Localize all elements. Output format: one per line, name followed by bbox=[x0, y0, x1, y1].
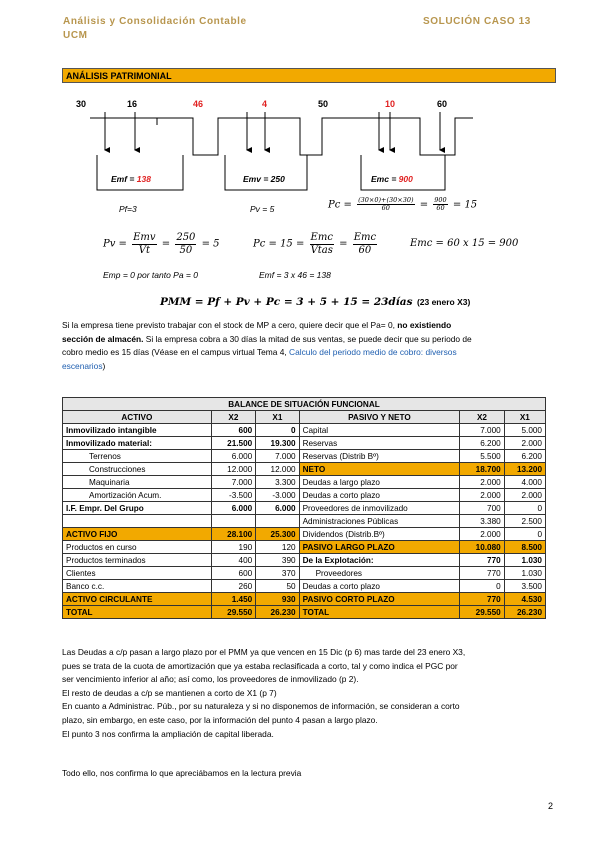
pasivo-x1: 6.200 bbox=[504, 450, 545, 463]
pasivo-x2: 10.080 bbox=[460, 541, 505, 554]
pasivo-x2: 7.000 bbox=[460, 424, 505, 437]
section-title: ANÁLISIS PATRIMONIAL bbox=[62, 68, 556, 83]
activo-x1: 50 bbox=[256, 580, 299, 593]
balance-row bbox=[63, 463, 546, 476]
balance-row bbox=[63, 593, 546, 606]
pasivo-x1: 2.000 bbox=[504, 437, 545, 450]
balance-row bbox=[63, 502, 546, 515]
day-label: 50 bbox=[318, 99, 329, 109]
pasivo-x1: 4.000 bbox=[504, 476, 545, 489]
pmm-formula: PMM = Pf + Pv + Pc = 3 + 5 + 15 = 23días (23 enero X3) bbox=[160, 296, 471, 308]
pc-fraction-formula: Pc = 15 = $\frac{\text{Emc}}{\text{Vtas}}$ = $\frac{\text{Emc}}{60}$ bbox=[253, 232, 377, 256]
explanation-paragraph bbox=[62, 646, 552, 741]
activo-x2: -3.500 bbox=[211, 489, 256, 502]
activo-x1: 0 bbox=[256, 424, 299, 437]
balance-row bbox=[63, 424, 546, 437]
pasivo-x2: 770 bbox=[460, 567, 505, 580]
col-activo: ACTIVO bbox=[63, 411, 212, 424]
cycle-diagram-svg bbox=[0, 0, 599, 200]
activo-x1: 7.000 bbox=[256, 450, 299, 463]
day-label: 4 bbox=[262, 99, 268, 109]
day-label: 60 bbox=[437, 99, 448, 109]
emc-calc: Emc = 60 x 15 = 900 bbox=[410, 238, 519, 249]
pasivo-x1: 2.500 bbox=[504, 515, 545, 528]
pasivo-concept: Deudas a corto plazo bbox=[299, 580, 460, 593]
header-solution: SOLUCIÓN CASO 13 bbox=[423, 16, 531, 27]
activo-concept: Amortización Acum. bbox=[63, 489, 212, 502]
pasivo-concept: Proveedores bbox=[299, 567, 460, 580]
activo-concept: ACTIVO CIRCULANTE bbox=[63, 593, 212, 606]
pv-fraction-formula: Pv = $\frac{\text{Emv}}{Vt}$ = $\frac{250}{50}$ = 5 bbox=[103, 232, 220, 256]
balance-row bbox=[63, 567, 546, 580]
explanation-line: En cuanto a Administrac. Púb., por su naturaleza y si no disponemos de información, se consideran a corto bbox=[62, 701, 460, 712]
activo-x2: 1.450 bbox=[211, 593, 256, 606]
explanation-line: Las Deudas a c/p pasan a largo plazo por el PMM ya que vencen en 15 Dic (p 6) mas tarde del 23 enero X3, bbox=[62, 647, 466, 657]
balance-row bbox=[63, 515, 546, 528]
day-label: 30 bbox=[76, 99, 87, 109]
balance-row bbox=[63, 437, 546, 450]
pasivo-x2: 18.700 bbox=[460, 463, 505, 476]
col-x2: X2 bbox=[211, 411, 256, 424]
pasivo-concept: Deudas a largo plazo bbox=[299, 476, 460, 489]
total-pasivo-x1: 26.230 bbox=[504, 606, 545, 619]
pasivo-x2: 770 bbox=[460, 593, 505, 606]
pasivo-x2: 2.000 bbox=[460, 476, 505, 489]
balance-title: BALANCE DE SITUACIÓN FUNCIONAL bbox=[63, 398, 546, 411]
activo-concept: Clientes bbox=[63, 567, 212, 580]
col-x1: X1 bbox=[504, 411, 545, 424]
activo-x2: 260 bbox=[211, 580, 256, 593]
explanation-line: plazo, sin embargo, en este caso, por la información del punto 4 pasan a largo plazo. bbox=[62, 714, 378, 725]
balance-row bbox=[63, 541, 546, 554]
activo-x1: 120 bbox=[256, 541, 299, 554]
explanation-line: El punto 3 nos confirma la ampliación de capital liberada. bbox=[62, 728, 274, 739]
total-activo-x2: 29.550 bbox=[211, 606, 256, 619]
activo-concept: Productos terminados bbox=[63, 554, 212, 567]
pc-formula: Pc = $\frac{(30\times 0)+(30\times 30)}{60}$ = $\frac{900}{60}$ = 15 bbox=[328, 196, 478, 213]
pasivo-x1: 1.030 bbox=[504, 554, 545, 567]
pasivo-concept: Proveedores de inmovilizado bbox=[299, 502, 460, 515]
total-activo-x1: 26.230 bbox=[256, 606, 299, 619]
pasivo-x2: 2.000 bbox=[460, 528, 505, 541]
day-label: 16 bbox=[127, 99, 138, 109]
pasivo-x2: 6.200 bbox=[460, 437, 505, 450]
balance-table bbox=[62, 397, 546, 619]
activo-x2: 600 bbox=[211, 424, 256, 437]
pasivo-concept: NETO bbox=[299, 463, 460, 476]
page-number: 2 bbox=[548, 801, 554, 811]
header-course: Análisis y Consolidación Contable bbox=[63, 16, 247, 27]
activo-x2: 6.000 bbox=[211, 502, 256, 515]
activo-x2: 12.000 bbox=[211, 463, 256, 476]
activo-x1: 3.300 bbox=[256, 476, 299, 489]
pasivo-x1: 5.000 bbox=[504, 424, 545, 437]
balance-row bbox=[63, 554, 546, 567]
pasivo-concept: PASIVO LARGO PLAZO bbox=[299, 541, 460, 554]
day-label: 10 bbox=[385, 99, 396, 109]
balance-row bbox=[63, 450, 546, 463]
activo-concept: Banco c.c. bbox=[63, 580, 212, 593]
activo-concept: Maquinaria bbox=[63, 476, 212, 489]
total-pasivo-label: TOTAL bbox=[299, 606, 460, 619]
activo-x2: 28.100 bbox=[211, 528, 256, 541]
activo-concept: Productos en curso bbox=[63, 541, 212, 554]
pasivo-x2: 700 bbox=[460, 502, 505, 515]
activo-x2: 7.000 bbox=[211, 476, 256, 489]
pasivo-x1: 4.530 bbox=[504, 593, 545, 606]
emf-calc: Emf = 3 x 46 = 138 bbox=[259, 270, 331, 280]
total-activo-label: TOTAL bbox=[63, 606, 212, 619]
activo-x1: 930 bbox=[256, 593, 299, 606]
activo-x1: 12.000 bbox=[256, 463, 299, 476]
pasivo-x2: 770 bbox=[460, 554, 505, 567]
pasivo-concept: Deudas a corto plazo bbox=[299, 489, 460, 502]
activo-concept: I.F. Empr. Del Grupo bbox=[63, 502, 212, 515]
pasivo-concept: PASIVO CORTO PLAZO bbox=[299, 593, 460, 606]
emv-label: Emv = 250 bbox=[243, 174, 285, 184]
emc-label: Emc = 900 bbox=[371, 174, 413, 184]
explanation-line: El resto de deudas a c/p se mantienen a corto de X1 (p 7) bbox=[62, 687, 277, 698]
balance-row bbox=[63, 489, 546, 502]
activo-x1: 19.300 bbox=[256, 437, 299, 450]
explanation-line: ser vencimiento inferior al año; así como, los proveedores de inmovilizado (p 2). bbox=[62, 674, 359, 685]
balance-row bbox=[63, 476, 546, 489]
pasivo-concept: Administraciones Públicas bbox=[299, 515, 460, 528]
pv-formula: Pv = 5 bbox=[250, 204, 275, 214]
pasivo-x1: 0 bbox=[504, 528, 545, 541]
activo-x2: 6.000 bbox=[211, 450, 256, 463]
day-label: 46 bbox=[193, 99, 204, 109]
activo-x2: 190 bbox=[211, 541, 256, 554]
activo-x1: 390 bbox=[256, 554, 299, 567]
pasivo-x1: 13.200 bbox=[504, 463, 545, 476]
activo-x2 bbox=[211, 515, 256, 528]
pasivo-x1: 0 bbox=[504, 502, 545, 515]
activo-x1: 370 bbox=[256, 567, 299, 580]
pasivo-x2: 5.500 bbox=[460, 450, 505, 463]
activo-x1: 25.300 bbox=[256, 528, 299, 541]
pasivo-x1: 8.500 bbox=[504, 541, 545, 554]
col-x2: X2 bbox=[460, 411, 505, 424]
activo-x1: 6.000 bbox=[256, 502, 299, 515]
activo-x2: 600 bbox=[211, 567, 256, 580]
pasivo-concept: Reservas bbox=[299, 437, 460, 450]
activo-x1 bbox=[256, 515, 299, 528]
explanation-line: pues se trata de la cuota de amortización que ya estaba reclasificada a corto, tal y como indica el PGC por bbox=[62, 660, 458, 671]
pasivo-concept: Dividendos (Distrib.Bº) bbox=[299, 528, 460, 541]
col-x1: X1 bbox=[256, 411, 299, 424]
total-pasivo-x2: 29.550 bbox=[460, 606, 505, 619]
activo-x2: 400 bbox=[211, 554, 256, 567]
pasivo-x2: 0 bbox=[460, 580, 505, 593]
col-pasivo: PASIVO Y NETO bbox=[299, 411, 460, 424]
campus-link[interactable]: Calculo del periodo medio de cobro: diversos bbox=[289, 347, 457, 358]
activo-concept: Inmovilizado intangible bbox=[63, 424, 212, 437]
header-university: UCM bbox=[63, 30, 88, 41]
pasivo-concept: Reservas (Distrib Bº) bbox=[299, 450, 460, 463]
pasivo-x2: 3.380 bbox=[460, 515, 505, 528]
activo-x1: -3.000 bbox=[256, 489, 299, 502]
pf-formula: Pf=3 bbox=[119, 204, 137, 214]
activo-concept: Construcciones bbox=[63, 463, 212, 476]
pasivo-concept: Capital bbox=[299, 424, 460, 437]
pasivo-concept: De la Explotación: bbox=[299, 554, 460, 567]
pasivo-x1: 3.500 bbox=[504, 580, 545, 593]
activo-concept: Terrenos bbox=[63, 450, 212, 463]
emf-label: Emf = 138 bbox=[111, 174, 151, 184]
activo-x2: 21.500 bbox=[211, 437, 256, 450]
activo-concept: ACTIVO FIJO bbox=[63, 528, 212, 541]
pasivo-x1: 2.000 bbox=[504, 489, 545, 502]
activo-concept bbox=[63, 515, 212, 528]
intro-paragraph: Si la empresa tiene previsto trabajar con el stock de MP a cero, quiere decir que el Pa= 0, no existiendo sección de almacén. Si la empresa cobra a 30 días la mitad de sus ventas, se puede decir que su periodo de cobro medio es 15 días (Véase en el campus virtual Tema 4, Calculo del periodo medio de cobro: diversos escenarios) bbox=[62, 320, 472, 371]
pasivo-x1: 1.030 bbox=[504, 567, 545, 580]
balance-row bbox=[63, 580, 546, 593]
pasivo-x2: 2.000 bbox=[460, 489, 505, 502]
campus-link-cont[interactable]: escenarios bbox=[62, 360, 103, 371]
emp-note: Emp = 0 por tanto Pa = 0 bbox=[103, 270, 198, 280]
closing-line: Todo ello, nos confirma lo que apreciábamos en la lectura previa bbox=[62, 768, 302, 778]
activo-concept: Inmovilizado material: bbox=[63, 437, 212, 450]
balance-row bbox=[63, 528, 546, 541]
